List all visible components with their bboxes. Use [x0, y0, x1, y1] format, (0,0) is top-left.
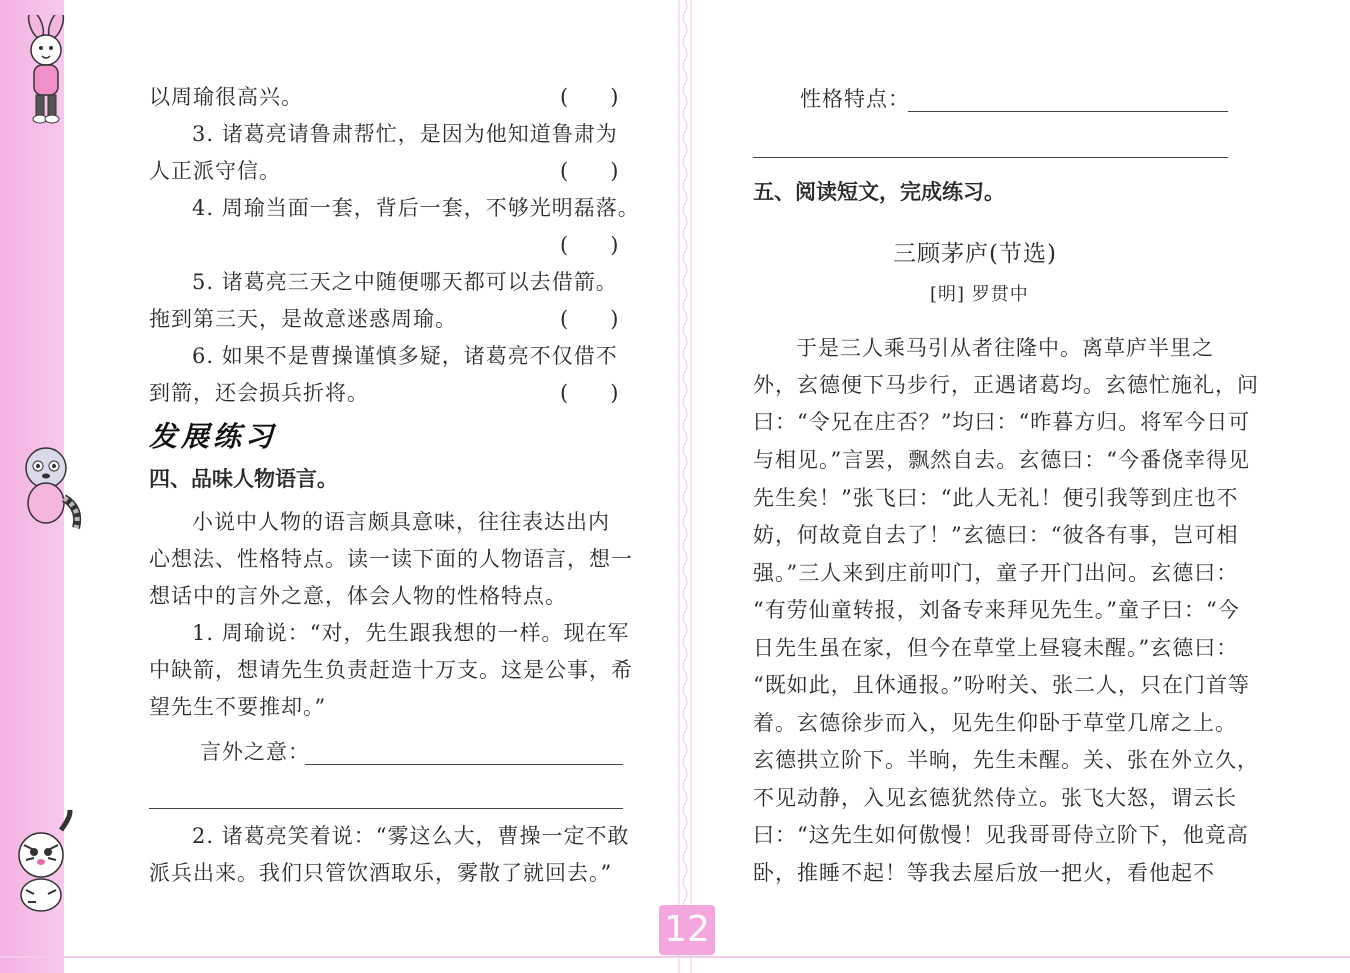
story-line-3: 曰：“令兄在庄否？”均曰：“昨暮方归。将军今日可 [753, 410, 1251, 434]
story-line-12: 玄德拱立阶下。半晌，先生未醒。关、张在外立久， [753, 748, 1259, 772]
answer-paren-2[interactable]: ( ) [560, 85, 619, 109]
item1-line-1: 1. 周瑜说：“对，先生跟我想的一样。现在军 [192, 621, 630, 645]
implied-meaning-answer-line-2[interactable] [149, 808, 623, 809]
left-line-8: 到箭，还会损兵折将。 [149, 381, 369, 405]
story-line-10: “既如此，且休通报。”吩咐关、张二人，只在门首等 [753, 673, 1250, 697]
rabbit-mascot-icon [6, 15, 86, 125]
story-line-7: 强。”三人来到庄前叩门，童子开门出问。玄德曰： [753, 561, 1239, 585]
trait-answer-line-1[interactable] [908, 111, 1228, 112]
implied-meaning-answer-line-1[interactable] [305, 764, 623, 765]
story-author: [明] 罗贯中 [930, 284, 1029, 305]
story-line-14: 曰：“这先生如何傲慢！见我哥哥侍立阶下，他竟高 [753, 823, 1249, 847]
left-line-5: 5. 诸葛亮三天之中随便哪天都可以去借箭。 [192, 270, 618, 294]
book-spine-divider [676, 0, 694, 973]
story-line-1: 于是三人乘马引从者往隆中。离草庐半里之 [796, 336, 1214, 360]
story-line-15: 卧，推睡不起！等我去屋后放一把火，看他起不 [753, 861, 1215, 885]
story-line-8: “有劳仙童转报，刘备专来拜见先生。”童子曰：“今 [753, 598, 1240, 622]
section-title-development: 发展练习 [149, 420, 278, 453]
intro-line-1: 小说中人物的语言颇具意味，往往表达出内 [192, 510, 610, 534]
story-line-13: 不见动静，入见玄德犹然侍立。张飞大怒，谓云长 [753, 786, 1237, 810]
page-number: 12 [659, 905, 715, 955]
left-line-3: 人正派守信。 [149, 159, 281, 183]
answer-paren-4[interactable]: ( ) [560, 233, 619, 257]
page-bottom-border [0, 956, 1350, 958]
question-5-heading: 五、阅读短文，完成练习。 [753, 180, 1005, 204]
tiger-mascot-icon [6, 810, 86, 920]
left-line-7: 6. 如果不是曹操谨慎多疑，诸葛亮不仅借不 [192, 344, 618, 368]
raccoon-mascot-icon [6, 438, 86, 548]
item2-line-2: 派兵出来。我们只管饮酒取乐，雾散了就回去。” [149, 861, 613, 885]
implied-meaning-label: 言外之意： [200, 740, 310, 764]
intro-line-3: 想话中的言外之意，体会人物的性格特点。 [149, 584, 567, 608]
story-line-2: 外，玄德便下马步行，正遇诸葛均。玄德忙施礼，问 [753, 373, 1259, 397]
question-4-heading: 四、品味人物语言。 [149, 467, 338, 491]
left-line-1: 以周瑜很高兴。 [149, 85, 303, 109]
story-line-6: 妨，何故竟自去了！”玄德曰：“彼各有事，岂可相 [753, 523, 1239, 547]
trait-answer-line-2[interactable] [753, 157, 1228, 158]
story-line-5: 先生矣！”张飞曰：“此人无礼！便引我等到庄也不 [753, 486, 1239, 510]
item1-line-2: 中缺箭，想请先生负责赶造十万支。这是公事，希 [149, 658, 633, 682]
item1-line-3: 望先生不要推却。” [149, 695, 327, 719]
answer-paren-5[interactable]: ( ) [560, 307, 619, 331]
left-line-4: 4. 周瑜当面一套，背后一套，不够光明磊落。 [192, 196, 640, 220]
trait-label: 性格特点： [800, 87, 910, 111]
intro-line-2: 心想法、性格特点。读一读下面的人物语言，想一 [149, 547, 633, 571]
item2-line-1: 2. 诸葛亮笑着说：“雾这么大，曹操一定不敢 [192, 824, 630, 848]
left-line-2: 3. 诸葛亮请鲁肃帮忙，是因为他知道鲁肃为 [192, 122, 618, 146]
story-line-11: 着。玄德徐步而入，见先生仰卧于草堂几席之上。 [753, 711, 1237, 735]
story-line-9: 日先生虽在家，但今在草堂上昼寝未醒。”玄德曰： [753, 636, 1239, 660]
answer-paren-6[interactable]: ( ) [560, 381, 619, 405]
left-line-6: 拖到第三天，是故意迷惑周瑜。 [149, 307, 457, 331]
story-line-4: 与相见。”言罢，飘然自去。玄德曰：“今番侥幸得见 [753, 448, 1250, 472]
answer-paren-3[interactable]: ( ) [560, 159, 619, 183]
story-title: 三顾茅庐(节选) [893, 241, 1057, 267]
